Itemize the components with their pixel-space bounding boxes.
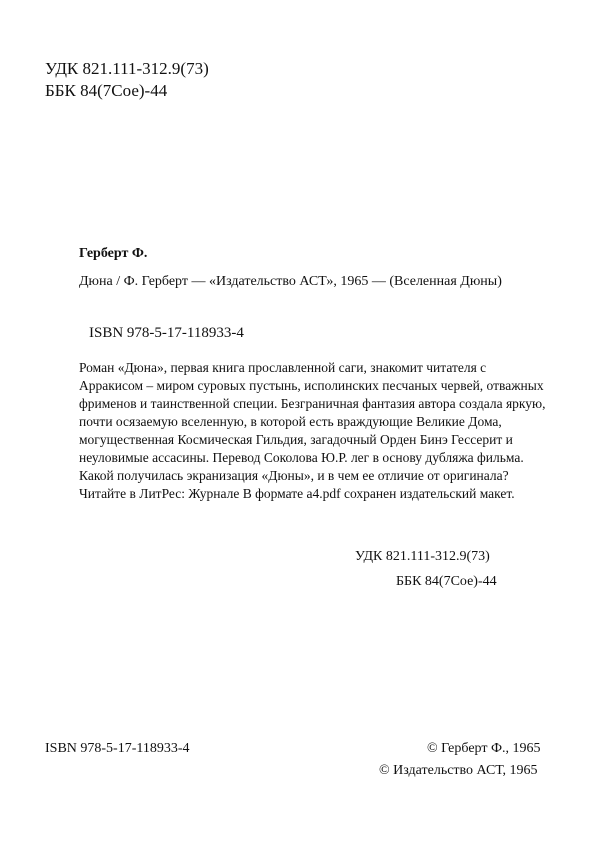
copyright-author: © Герберт Ф., 1965 (427, 741, 541, 756)
header-classification (45, 58, 209, 102)
annotation-text: Роман «Дюна», первая книга прославленной саги, знакомит читателя с Арракисом – миром суровых пустынь, исполинских песчаных червей, отважных фрименов и таинственной специи. Безграничная фантазия автора создала яркую, почти осязаемую вселенную, в которой есть враждующие Великие Дома, могущественная Космическая Гильдия, загадочный Орден Бинэ Гессерит и неуловимые ассасины. Перевод Соколова Ю.Р. лег в основу дубляжа фильма. Какой получилась экранизация «Дюны», и в чем ее отличие от оригинала? Читайте в ЛитРес: Журнале В формате a4.pdf сохранен издательский макет. (79, 360, 546, 501)
header-bbk: ББК 84(7Сое)-44 (45, 81, 168, 100)
record-isbn: ISBN 978-5-17-118933-4 (89, 325, 244, 341)
copyright-publisher: © Издательство АСТ, 1965 (379, 763, 538, 778)
record-title-line: Дюна / Ф. Герберт — «Издательство АСТ», 1965 — (Вселенная Дюны) (79, 274, 502, 289)
header-udk: УДК 821.111-312.9(73) (45, 59, 209, 78)
footer-isbn: ISBN 978-5-17-118933-4 (45, 741, 190, 756)
record-bbk: ББК 84(7Сое)-44 (396, 574, 497, 589)
record-author: Герберт Ф. (79, 246, 148, 261)
record-annotation (79, 359, 549, 503)
record-udk: УДК 821.111-312.9(73) (355, 549, 490, 564)
